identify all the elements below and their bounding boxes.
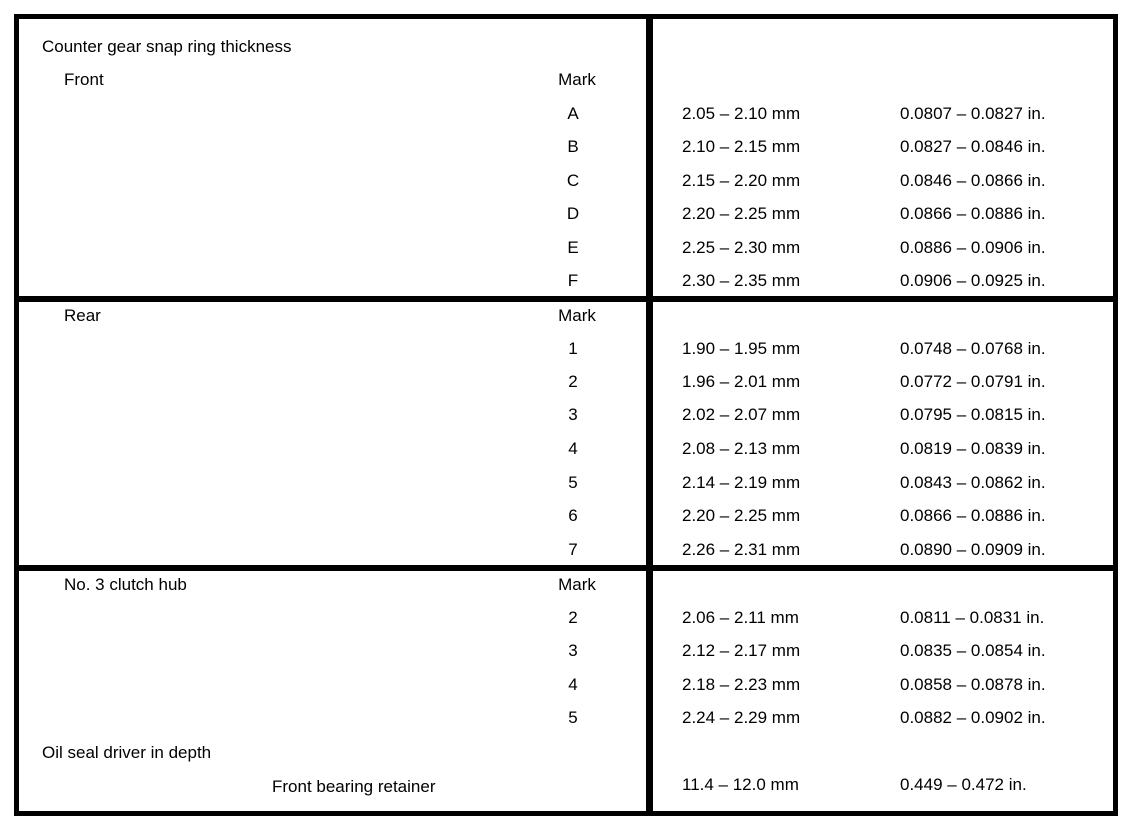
mark-cell: 1	[568, 339, 578, 358]
in-cell: 0.0807 – 0.0827 in.	[900, 104, 1046, 123]
mm-cell: 2.05 – 2.10 mm	[682, 104, 801, 123]
mark-cell: 5	[568, 708, 578, 727]
section-divider-clutch-hub	[14, 565, 1118, 571]
mark-cell: 4	[568, 675, 578, 694]
mark-cell: 2	[568, 372, 578, 391]
group-label-clutch-hub: No. 3 clutch hub	[64, 575, 187, 594]
mark-cell: B	[567, 137, 579, 156]
mm-cell: 2.06 – 2.11 mm	[682, 608, 799, 627]
mark-cell: 5	[568, 473, 578, 492]
in-cell: 0.0819 – 0.0839 in.	[900, 439, 1046, 458]
mark-cell: C	[566, 171, 580, 190]
group-label-front: Front	[64, 70, 104, 89]
in-cell: 0.0772 – 0.0791 in.	[900, 372, 1046, 391]
in-cell: 0.0858 – 0.0878 in.	[900, 675, 1046, 694]
mm-cell: 2.26 – 2.31 mm	[682, 540, 801, 559]
mm-cell: 2.30 – 2.35 mm	[682, 271, 801, 290]
mark-cell: 6	[568, 506, 578, 525]
mark-cell: E	[567, 238, 579, 257]
in-cell: 0.0795 – 0.0815 in.	[900, 405, 1046, 424]
mark-cell: 2	[568, 608, 578, 627]
in-cell: 0.0882 – 0.0902 in.	[900, 708, 1046, 727]
mm-cell: 2.25 – 2.30 mm	[682, 238, 801, 257]
section-divider-rear	[14, 296, 1118, 302]
oil-seal-item: Front bearing retainer	[272, 777, 436, 796]
mm-cell: 2.15 – 2.20 mm	[682, 171, 801, 190]
in-cell: 0.0811 – 0.0831 in.	[900, 608, 1045, 627]
mark-cell: 7	[568, 540, 578, 559]
mm-cell: 2.02 – 2.07 mm	[682, 405, 801, 424]
mark-header-rear: Mark	[558, 306, 596, 325]
in-cell: 0.0748 – 0.0768 in.	[900, 339, 1046, 358]
in-cell: 0.0835 – 0.0854 in.	[900, 641, 1046, 660]
oil-seal-in: 0.449 – 0.472 in.	[900, 775, 1027, 794]
mm-cell: 2.20 – 2.25 mm	[682, 506, 801, 525]
in-cell: 0.0906 – 0.0925 in.	[900, 271, 1046, 290]
mark-cell: D	[566, 204, 580, 223]
in-cell: 0.0866 – 0.0886 in.	[900, 506, 1046, 525]
mark-cell: A	[567, 104, 579, 123]
mm-cell: 2.12 – 2.17 mm	[682, 641, 801, 660]
mark-cell: 3	[568, 641, 578, 660]
mm-cell: 1.90 – 1.95 mm	[682, 339, 801, 358]
in-cell: 0.0866 – 0.0886 in.	[900, 204, 1046, 223]
mark-cell: 3	[568, 405, 578, 424]
table-title: Counter gear snap ring thickness	[42, 37, 292, 56]
mm-cell: 2.20 – 2.25 mm	[682, 204, 801, 223]
mark-cell: F	[567, 271, 579, 290]
mm-cell: 2.24 – 2.29 mm	[682, 708, 801, 727]
in-cell: 0.0827 – 0.0846 in.	[900, 137, 1046, 156]
column-divider	[646, 14, 653, 816]
oil-seal-title: Oil seal driver in depth	[42, 743, 212, 762]
group-label-rear: Rear	[64, 306, 101, 325]
mm-cell: 2.14 – 2.19 mm	[682, 473, 801, 492]
in-cell: 0.0846 – 0.0866 in.	[900, 171, 1046, 190]
mm-cell: 2.08 – 2.13 mm	[682, 439, 801, 458]
mm-cell: 1.96 – 2.01 mm	[682, 372, 801, 391]
in-cell: 0.0890 – 0.0909 in.	[900, 540, 1046, 559]
mark-cell: 4	[568, 439, 578, 458]
mark-header-front: Mark	[558, 70, 596, 89]
in-cell: 0.0886 – 0.0906 in.	[900, 238, 1046, 257]
mark-header-clutch-hub: Mark	[558, 575, 596, 594]
oil-seal-mm: 11.4 – 12.0 mm	[682, 775, 799, 794]
in-cell: 0.0843 – 0.0862 in.	[900, 473, 1046, 492]
mm-cell: 2.18 – 2.23 mm	[682, 675, 801, 694]
mm-cell: 2.10 – 2.15 mm	[682, 137, 801, 156]
